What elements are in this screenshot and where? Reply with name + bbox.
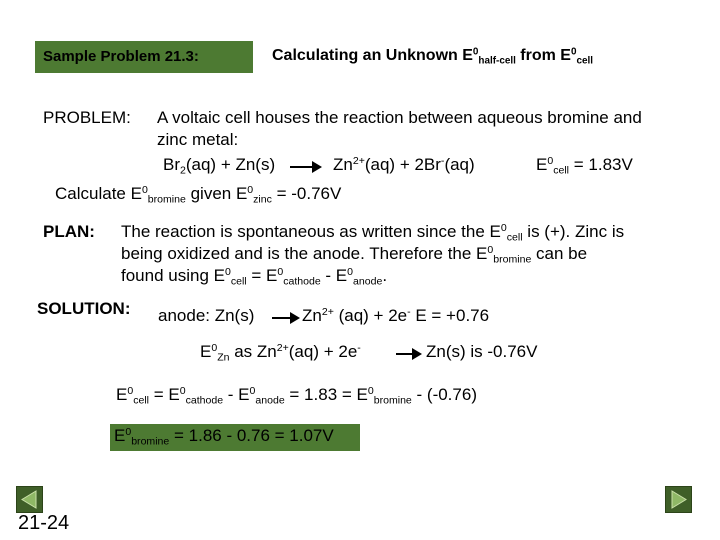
plan-line-1: The reaction is spontaneous as written since the $E^0_{cell}$ is (+). Zinc is — [121, 222, 625, 244]
plan-label: PLAN: — [43, 222, 95, 241]
plan-line-2: being oxidized and is the anode. Therefore the $E^0_{bromine}$ can be — [121, 244, 588, 266]
anode-arrow — [272, 317, 298, 319]
reaction-reactants: $Br_2(aq) + Zn(s)$ — [163, 155, 276, 177]
anode-reactant: anode: Zn(s) — [158, 306, 255, 325]
ecell-value: $E^0_{cell} = 1.83V$ — [536, 155, 633, 177]
ezn-product: Zn(s) is -0.76V — [426, 342, 538, 361]
ezn-line: $E^0_{Zn}$ as $Zn^{2+}(aq) + 2e^-$ — [200, 342, 361, 364]
problem-line-2: zinc metal: — [157, 130, 239, 149]
ezn-arrow — [396, 353, 420, 355]
back-icon — [17, 487, 42, 512]
reaction-products: $Zn^{2+}(aq) + 2Br^-(aq)$ — [333, 155, 475, 174]
back-button[interactable] — [16, 486, 43, 513]
cell-equation: $E^0_{cell} = E^0_{cathode} - E^0_{anode} = 1.83 = E^0_{bromine} - (-0.76)$ — [116, 385, 477, 407]
forward-button[interactable] — [665, 486, 692, 513]
problem-title: Calculating an Unknown $E^0_{half-cell}$ from $E^0_{cell}$ — [272, 46, 594, 67]
sample-problem-box — [35, 41, 253, 73]
page-number: 21-24 — [18, 512, 70, 534]
calculate-line: Calculate $E^0_{bromine}$ given $E^0_{zinc} = -0.76V$ — [55, 184, 342, 206]
answer-text: $E^0_{bromine} = 1.86 - 0.76 = 1.07V$ — [114, 426, 334, 448]
reaction-arrow — [290, 166, 320, 168]
problem-label: PROBLEM: — [43, 108, 131, 127]
sample-problem-label: Sample Problem 21.3: — [43, 48, 199, 65]
forward-icon — [666, 487, 691, 512]
solution-label: SOLUTION: — [37, 299, 131, 318]
anode-products: $Zn^{2+}$ (aq) + 2e- E = +0.76 — [302, 306, 490, 325]
plan-line-3: found using $E^0_{cell} = E^0_{cathode} - E^0_{anode}$. — [121, 266, 388, 288]
problem-line-1: A voltaic cell houses the reaction between aqueous bromine and — [157, 108, 642, 127]
